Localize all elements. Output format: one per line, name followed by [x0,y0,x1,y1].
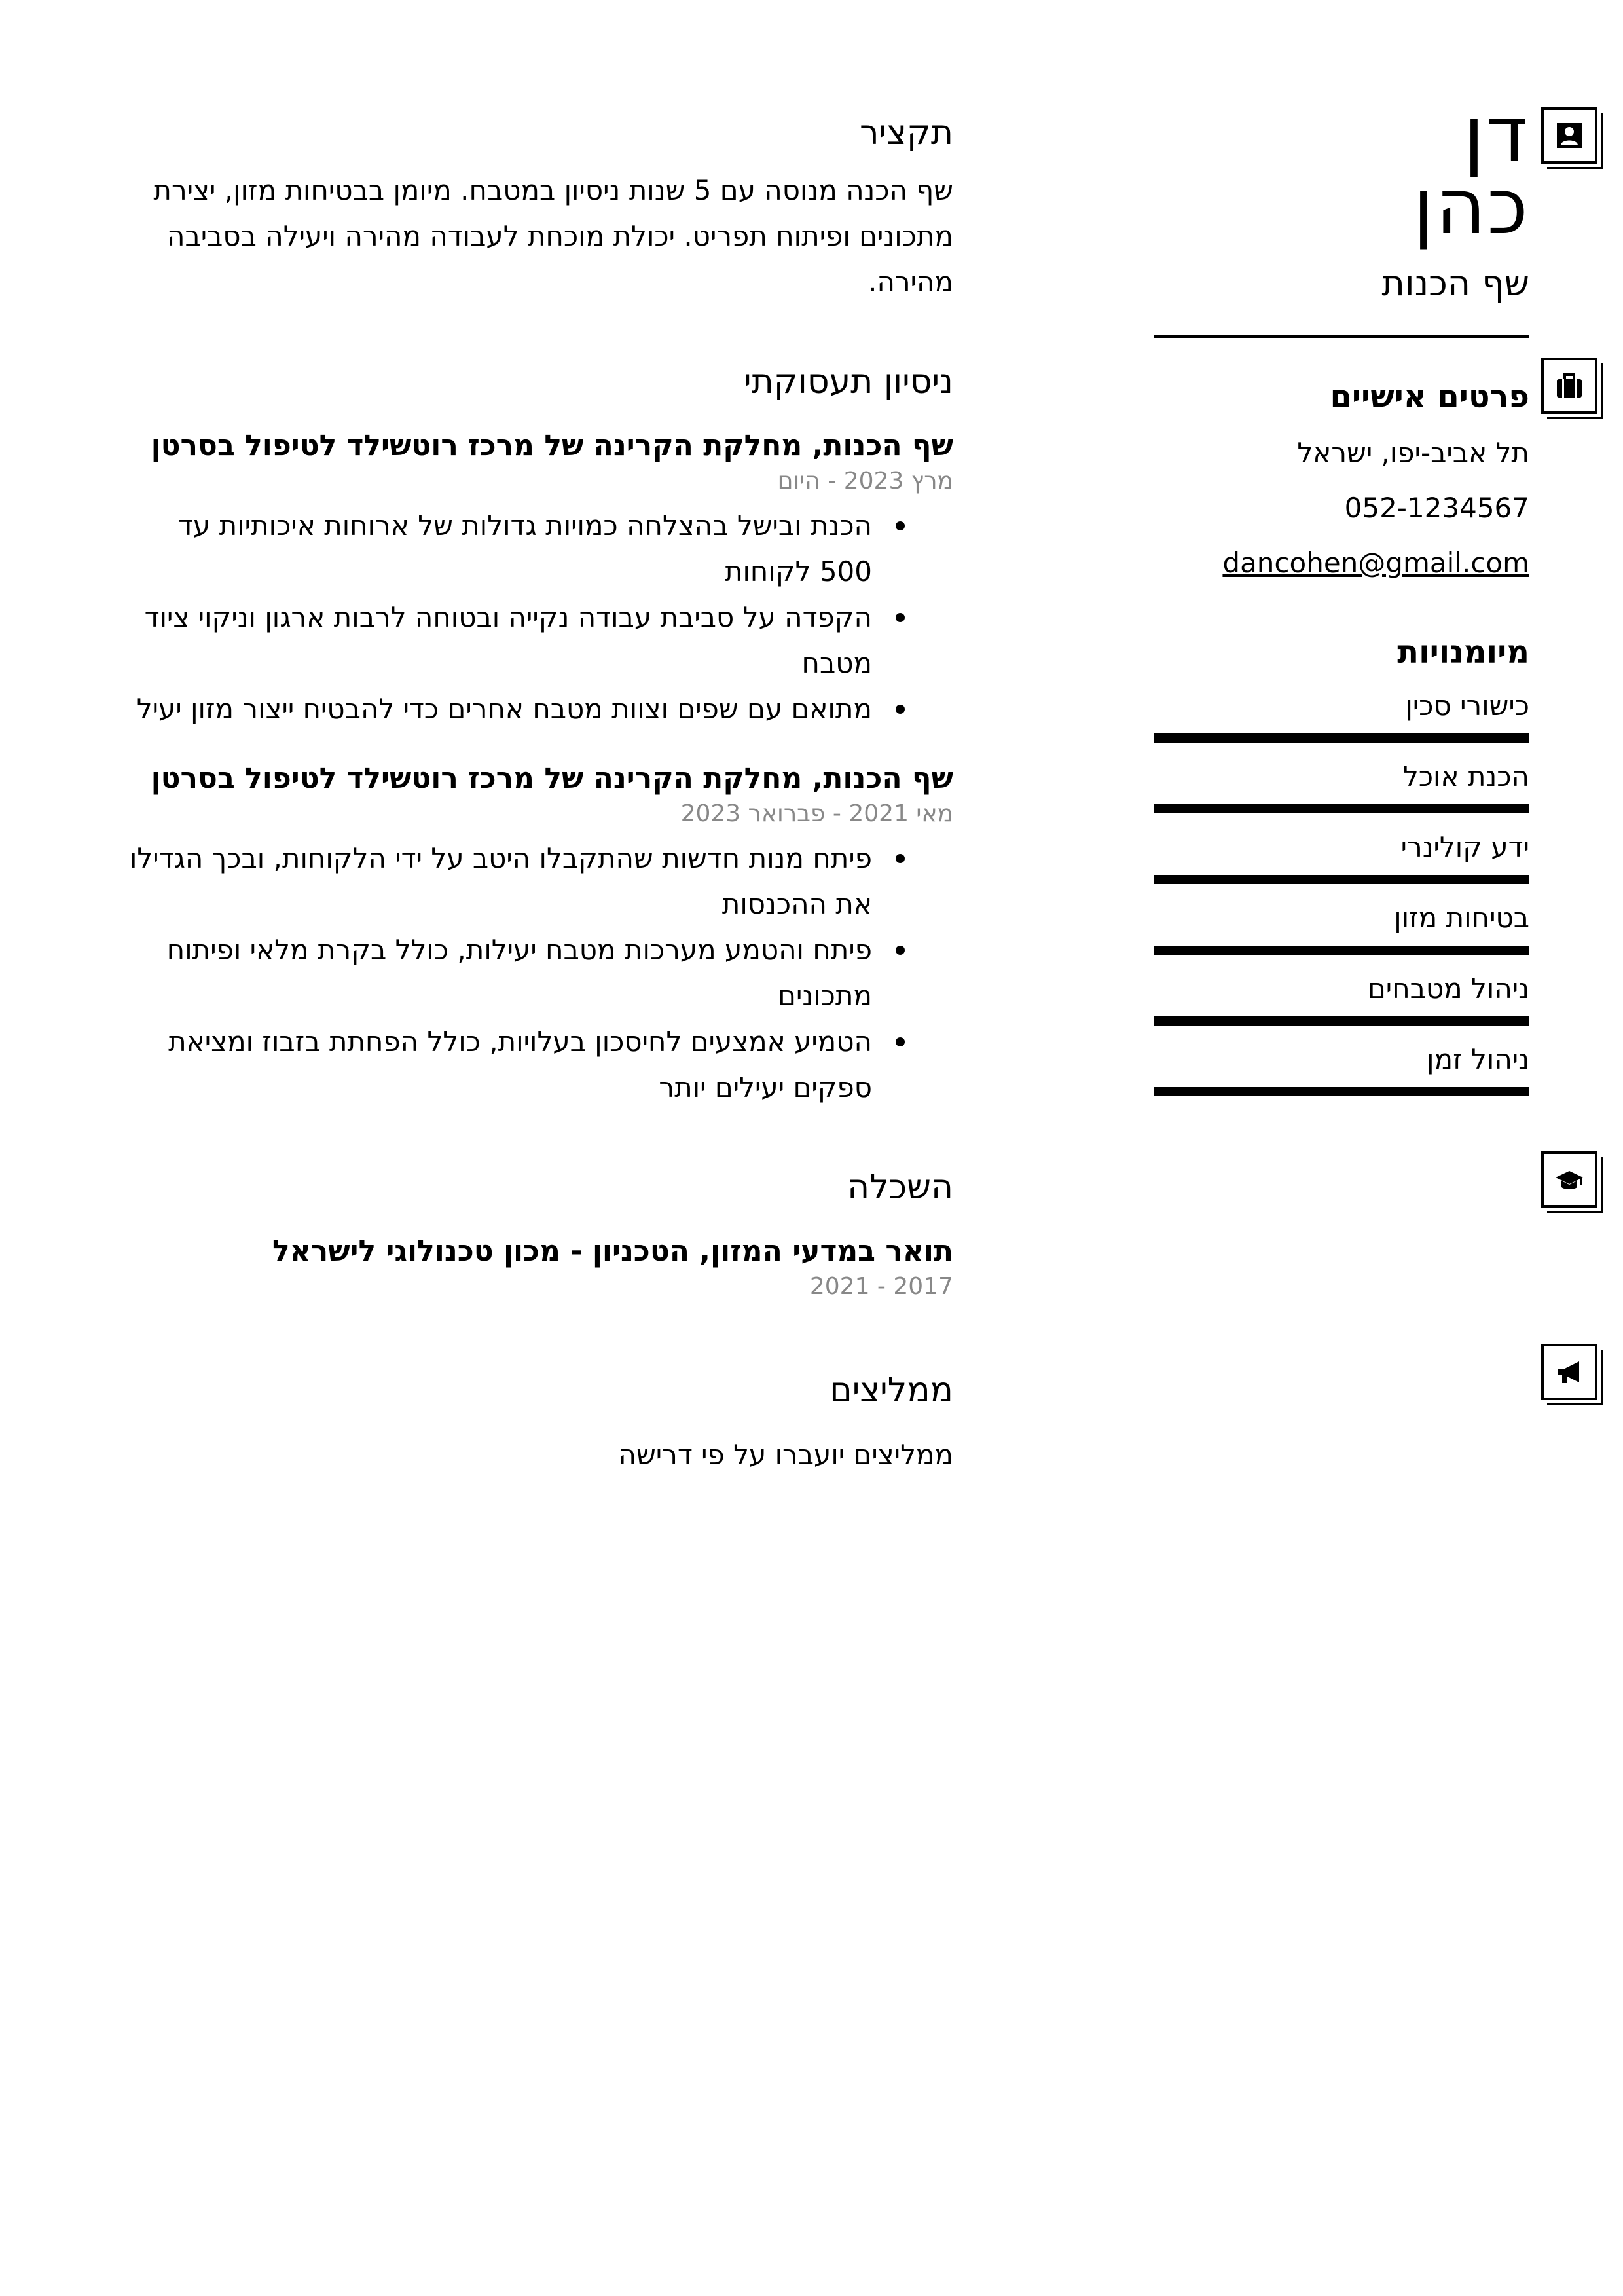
sidebar [1154,89,1529,1096]
skill-level-bar [1154,1016,1529,1026]
summary-section [118,110,953,305]
references-text: ממליצים יועברו על פי דרישה [618,1439,953,1471]
education-section [118,1164,953,1302]
contact-address: תל אביב-יפו, ישראל [1297,437,1529,469]
sidebar-divider [1154,335,1529,338]
job-entry [118,760,953,1111]
skill-item [1154,1041,1529,1096]
skill-item [1154,688,1529,743]
skill-level-bar [1154,804,1529,813]
experience-section [118,359,953,1111]
job-title: שף הכנות [1381,263,1529,304]
skills-heading: מיומנויות [1397,634,1529,671]
skill-item [1154,971,1529,1026]
job-bullet: הכנת ובישל בהצלחה כמויות גדולות של ארוחות איכותיות עד 500 לקוחות [118,503,872,595]
education-dates: 2017 - 2021 [809,1273,953,1300]
personal-details-heading: פרטים אישיים [1330,379,1529,415]
skill-item [1154,900,1529,955]
job-heading: שף הכנות, מחלקת הקרינה של מרכז רוטשילד לטיפול בסרטן [151,429,953,462]
megaphone-icon [1541,1344,1597,1400]
job-bullet: פיתח מנות חדשות שהתקבלו היטב על ידי הלקוחות, ובכך הגדילו את ההכנסות [118,836,872,927]
skill-name: ניהול זמן [1427,1043,1529,1075]
first-name: דן [1463,89,1529,179]
job-bullet: הקפדה על סביבת עבודה נקייה ובטוחה לרבות ארגון וניקוי ציוד מטבח [118,595,872,686]
job-bullet: מתואם עם שפים וצוות מטבח אחרים כדי להבטיח ייצור מזון יעיל [118,686,872,732]
education-degree: תואר במדעי המזון, הטכניון - מכון טכנולוגי לישראל [272,1234,953,1268]
references-title: ממליצים [830,1371,953,1410]
references-section [118,1367,953,1475]
job-bullet: הטמיע אמצעים לחיסכון בעלויות, כולל הפחתת בזבוז ומציאת ספקים יעילים יותר [118,1019,872,1111]
skill-name: ידע קולינרי [1400,831,1529,863]
graduation-cap-icon [1541,1151,1597,1208]
education-title: השכלה [847,1168,953,1207]
skill-level-bar [1154,733,1529,743]
job-heading: שף הכנות, מחלקת הקרינה של מרכז רוטשילד לטיפול בסרטן [151,762,953,795]
skills-list [1154,688,1529,1096]
skill-name: כישורי סכין [1405,690,1529,722]
skill-item [1154,829,1529,884]
contact-email-link[interactable]: dancohen@gmail.com [1222,547,1529,579]
last-name: כהן [1413,161,1529,251]
skill-level-bar [1154,946,1529,955]
briefcase-icon [1541,358,1597,414]
job-bullets [118,503,953,732]
job-dates: מאי 2021 - פברואר 2023 [680,800,953,827]
job-bullet: פיתח והטמע מערכות מטבח יעילות, כולל בקרת מלאי ופיתוח מתכונים [118,927,872,1019]
skill-level-bar [1154,875,1529,884]
experience-title: ניסיון תעסוקתי [743,362,953,401]
job-entry [118,427,953,732]
job-bullets [118,836,953,1111]
contact-phone: 052-1234567 [1344,492,1529,524]
user-icon [1541,107,1597,164]
job-dates: מרץ 2023 - היום [777,468,953,494]
skill-item [1154,758,1529,813]
summary-text: שף הכנה מנוסה עם 5 שנות ניסיון במטבח. מיומן בבטיחות מזון, יצירת מתכונים ופיתוח תפריט. יכולת מוכחת לעבודה מהירה ויעילה בסביבה מהירה. [153,174,953,298]
skill-level-bar [1154,1087,1529,1096]
skill-name: ניהול מטבחים [1367,972,1529,1005]
main-content [118,110,953,1475]
summary-title: תקציר [860,113,953,153]
skill-name: הכנת אוכל [1402,760,1529,792]
skill-name: בטיחות מזון [1394,902,1529,934]
